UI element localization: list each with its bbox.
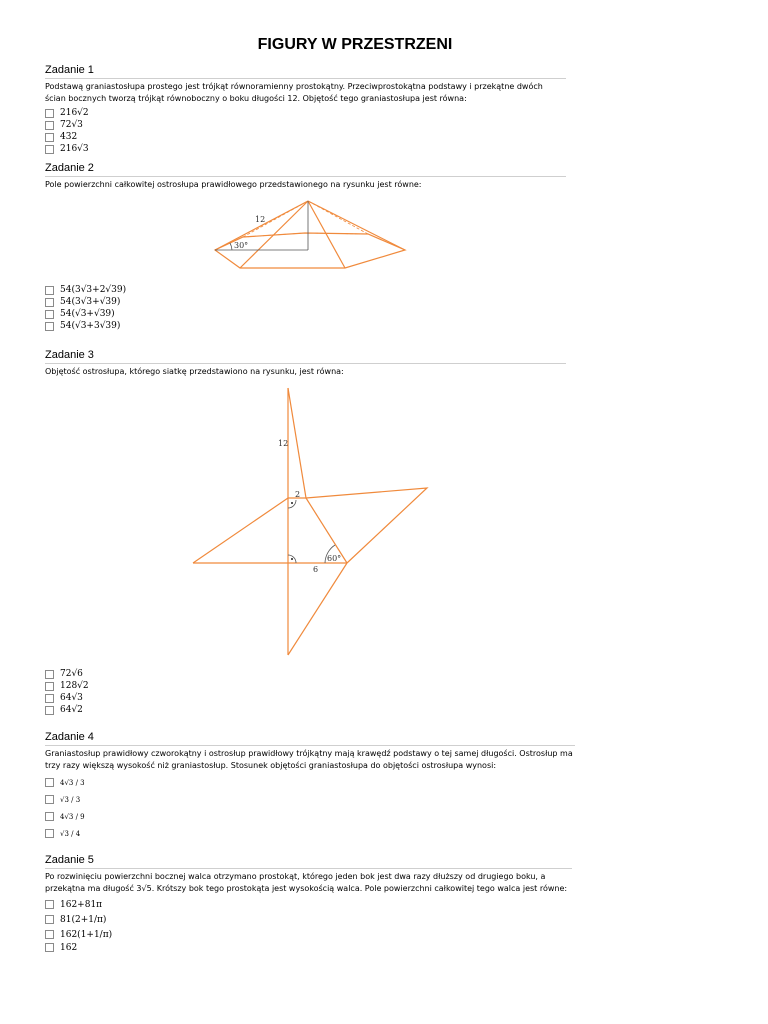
option-label: 72√6 — [60, 669, 83, 679]
checkbox[interactable] — [45, 298, 54, 307]
option-label: 216√3 — [60, 144, 89, 154]
answer-option[interactable] — [45, 668, 566, 680]
checkbox[interactable] — [45, 682, 54, 691]
option-label: 432 — [60, 132, 78, 142]
option-label: 54(3√3+√39) — [60, 297, 121, 307]
option-label: 54(√3+3√39) — [60, 321, 121, 331]
checkbox[interactable] — [45, 795, 54, 804]
height-label: 12 — [278, 439, 289, 448]
option-label: 162+81π — [60, 899, 103, 910]
option-label: 54(√3+√39) — [60, 309, 115, 319]
answer-option[interactable] — [45, 296, 566, 308]
checkbox[interactable] — [45, 706, 54, 715]
checkbox[interactable] — [45, 812, 54, 821]
answer-option[interactable] — [45, 692, 566, 704]
task-heading: Zadanie 4 — [45, 731, 575, 746]
option-label: 81(2+1/π) — [60, 914, 107, 925]
page-title: FIGURY W PRZESTRZENI — [257, 36, 453, 53]
checkbox[interactable] — [45, 286, 54, 295]
option-label: 64√2 — [60, 705, 83, 715]
option-label: √3 / 3 — [60, 795, 81, 804]
answer-option[interactable] — [45, 704, 566, 716]
checkbox[interactable] — [45, 322, 54, 331]
checkbox[interactable] — [45, 310, 54, 319]
checkbox[interactable] — [45, 915, 54, 924]
task-heading: Zadanie 2 — [45, 162, 566, 177]
angle-label: 30° — [234, 241, 249, 250]
task-question: Graniastosłup prawidłowy czworokątny i ostrosłup prawidłowy trójkątny mają krawędź podstawy o tej samej długości. Ostrosłup ma trzy razy większą wysokość niż graniastosłup. Stosunek objętości graniastosłupa do objętości ostrosłupa wynosi: — [45, 749, 573, 770]
option-label: 216√2 — [60, 108, 89, 118]
angle-label: 60° — [327, 554, 342, 563]
answer-option[interactable] — [45, 825, 575, 842]
checkbox[interactable] — [45, 694, 54, 703]
answer-option[interactable] — [45, 308, 566, 320]
checkbox[interactable] — [45, 943, 54, 952]
task-question: Podstawą graniastosłupa prostego jest trójkąt równoramienny prostokątny. Przeciwprostokątna podstawy i przekątne dwóch ścian bocznych tworzą trójkąt równoboczny o boku długości 12. Objętość tego graniastosłupa jest równa: — [45, 82, 543, 103]
answer-option[interactable] — [45, 320, 566, 332]
checkbox[interactable] — [45, 670, 54, 679]
task-heading: Zadanie 1 — [45, 64, 566, 79]
answer-option[interactable] — [45, 680, 566, 692]
task-4 — [45, 731, 575, 842]
task-2-options — [45, 282, 566, 332]
option-label: 72√3 — [60, 120, 83, 130]
edge-length-label: 12 — [255, 215, 266, 224]
task-heading: Zadanie 3 — [45, 349, 566, 364]
base-label: 6 — [313, 565, 319, 574]
option-label: 4√3 / 9 — [60, 812, 85, 821]
checkbox[interactable] — [45, 829, 54, 838]
checkbox[interactable] — [45, 778, 54, 787]
task-question: Objętość ostrosłupa, którego siatkę przedstawiono na rysunku, jest równa: — [45, 367, 344, 376]
option-label: 162(1+1/π) — [60, 929, 113, 940]
task-3-options — [45, 666, 566, 716]
task-question: Po rozwinięciu powierzchni bocznej walca otrzymano prostokąt, którego jeden bok jest dwa razy dłuższy od drugiego boku, a przekątna ma długość 3√5. Krótszy bok tego prostokąta jest wysokością walca. Pole powierzchni całkowitej tego walca jest równe: — [45, 872, 568, 893]
option-label: 162 — [60, 942, 78, 953]
short-edge-label: 2 — [295, 490, 301, 499]
checkbox[interactable] — [45, 900, 54, 909]
answer-option[interactable] — [45, 897, 572, 912]
task-question: Pole powierzchni całkowitej ostrosłupa prawidłowego przedstawionego na rysunku jest równe: — [45, 180, 422, 189]
option-label: √3 / 4 — [60, 829, 81, 838]
answer-options — [45, 668, 566, 716]
option-label: 64√3 — [60, 693, 83, 703]
answer-option[interactable] — [45, 284, 566, 296]
task-3 — [45, 349, 566, 378]
answer-options — [45, 284, 566, 332]
checkbox[interactable] — [45, 930, 54, 939]
option-label: 54(3√3+2√39) — [60, 285, 127, 295]
task-heading: Zadanie 5 — [45, 854, 572, 869]
task-5 — [45, 854, 572, 953]
answer-option[interactable] — [45, 774, 575, 791]
answer-option[interactable] — [45, 808, 575, 825]
option-label: 4√3 / 3 — [60, 778, 85, 787]
answer-option[interactable] — [45, 942, 572, 953]
answer-options — [45, 897, 572, 953]
answer-option[interactable] — [45, 927, 572, 942]
option-label: 128√2 — [60, 681, 89, 691]
answer-option[interactable] — [45, 912, 572, 927]
answer-option[interactable] — [45, 791, 575, 808]
answer-options — [45, 774, 575, 842]
